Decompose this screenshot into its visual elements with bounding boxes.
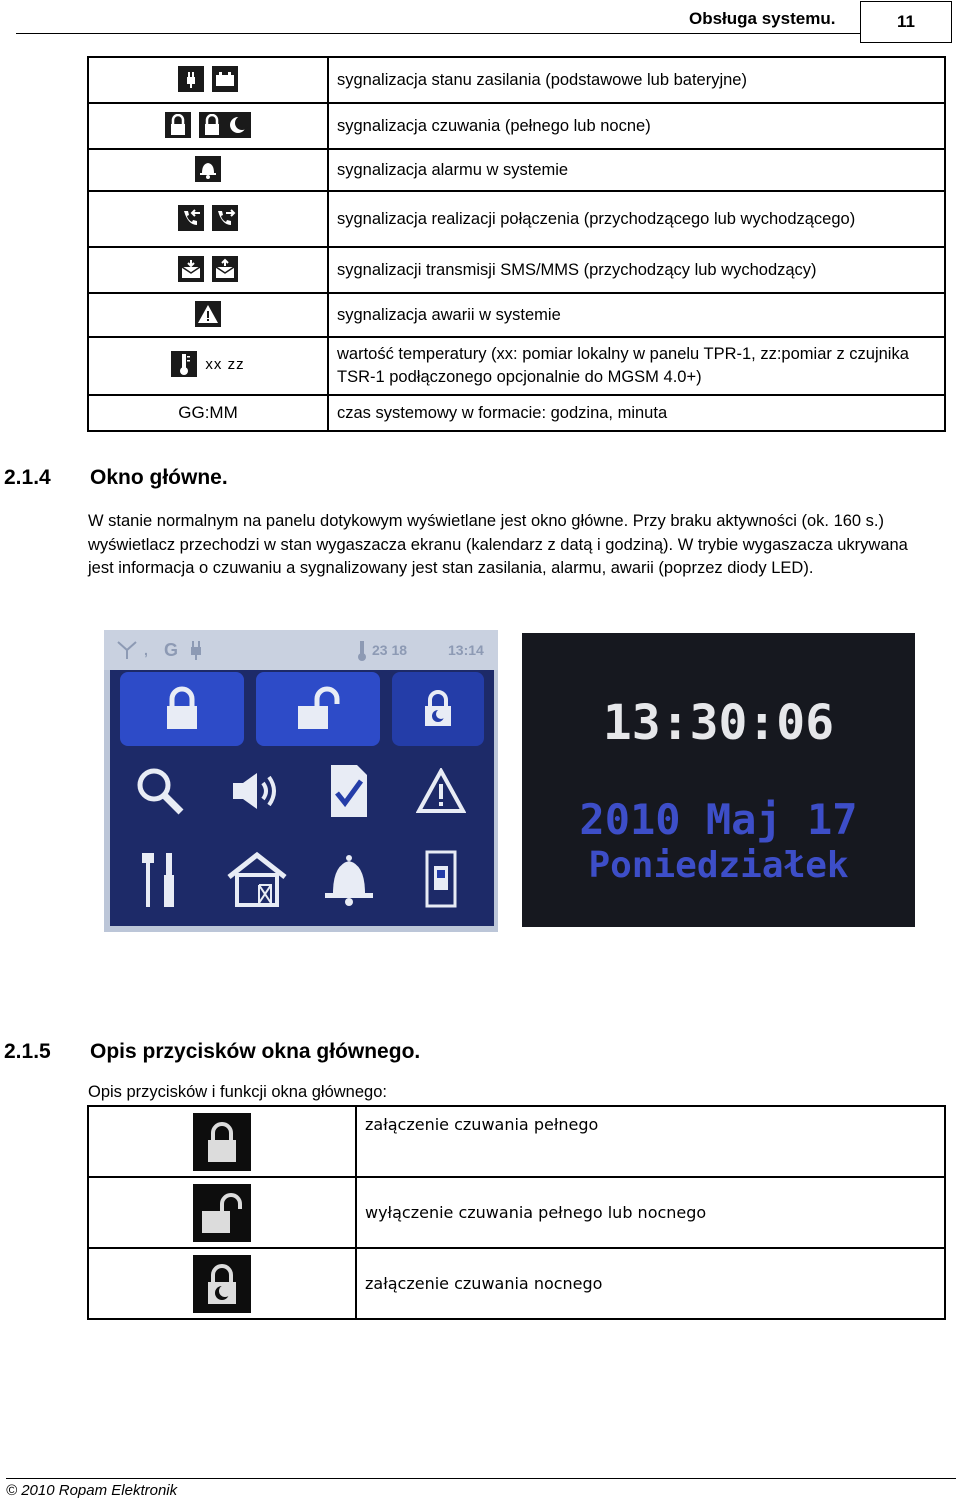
table-cell-text: wartość temperatury (xx: pomiar lokalny w panelu TPR-1, zz:pomiar z czujnika TSR-1 podłączonego opcjonalnie do MGSM 4.0+) bbox=[328, 337, 945, 395]
page-number: 11 bbox=[860, 1, 952, 43]
screensaver-screenshot bbox=[522, 633, 915, 927]
section-title: Okno główne. bbox=[90, 466, 228, 489]
section-heading bbox=[4, 466, 228, 490]
section-title: Opis przycisków okna głównego. bbox=[90, 1040, 421, 1063]
disarm-tile[interactable] bbox=[256, 672, 380, 746]
clock-readout: 13:14 bbox=[448, 642, 484, 658]
volume-tile[interactable] bbox=[214, 754, 300, 828]
warning-icon bbox=[195, 301, 221, 327]
table-row bbox=[88, 337, 945, 395]
lock-moon-icon bbox=[193, 1255, 251, 1313]
tools-icon bbox=[134, 849, 184, 909]
table-cell-text: sygnalizacji transmisji SMS/MMS (przychodzący lub wychodzący) bbox=[328, 247, 945, 293]
moon-icon bbox=[225, 112, 251, 138]
sms-out-icon bbox=[212, 256, 238, 282]
tile-grid bbox=[110, 670, 494, 926]
phone-in-icon bbox=[178, 205, 204, 231]
service-tile[interactable] bbox=[116, 842, 202, 916]
table-cell-text: wyłączenie czuwania pełnego lub nocnego bbox=[356, 1177, 945, 1248]
table-cell-text: sygnalizacja czuwania (pełnego lub nocne) bbox=[328, 103, 945, 149]
footer-divider bbox=[6, 1478, 956, 1479]
thermometer-icon bbox=[356, 640, 368, 662]
arm-full-tile[interactable] bbox=[120, 672, 244, 746]
search-tile[interactable] bbox=[110, 754, 210, 828]
table-row bbox=[88, 293, 945, 337]
lock-moon-icon bbox=[421, 689, 455, 729]
table-row bbox=[88, 191, 945, 247]
table-row bbox=[88, 103, 945, 149]
status-icons-table bbox=[87, 56, 946, 432]
phone-out-icon bbox=[212, 205, 238, 231]
table-cell-text: sygnalizacja alarmu w systemie bbox=[328, 149, 945, 191]
main-window-screenshot bbox=[104, 630, 498, 932]
speaker-icon bbox=[229, 769, 285, 813]
table-cell-text: załączenie czuwania pełnego bbox=[356, 1106, 945, 1177]
house-icon bbox=[225, 851, 289, 907]
outputs-tile[interactable] bbox=[398, 842, 484, 916]
table-row bbox=[88, 247, 945, 293]
table-row bbox=[88, 149, 945, 191]
table-row bbox=[88, 395, 945, 431]
lock-icon bbox=[162, 686, 202, 732]
faults-tile[interactable] bbox=[398, 754, 484, 828]
status-bar: , G 23 18 13:14 bbox=[104, 630, 498, 670]
time-format-label: GG:MM bbox=[88, 395, 328, 431]
buttons-table bbox=[87, 1105, 946, 1320]
plug-icon bbox=[178, 66, 204, 92]
table-cell-text: sygnalizacja realizacji połączenia (przychodzącego lub wychodzącego) bbox=[328, 191, 945, 247]
lock-icon bbox=[165, 112, 191, 138]
footer-copyright: © 2010 Ropam Elektronik bbox=[6, 1482, 178, 1499]
section-heading bbox=[4, 1040, 420, 1064]
lock-icon bbox=[199, 112, 225, 138]
warning-icon bbox=[416, 768, 466, 814]
screensaver-time: 13:30:06 bbox=[602, 695, 835, 751]
sms-in-icon bbox=[178, 256, 204, 282]
thermometer-icon bbox=[171, 351, 197, 377]
search-icon bbox=[133, 764, 187, 818]
unlock-icon bbox=[295, 686, 341, 732]
zones-tile[interactable] bbox=[214, 842, 300, 916]
table-row bbox=[88, 1106, 945, 1177]
checklist-icon bbox=[327, 763, 371, 819]
page-header-title: Obsługa systemu. bbox=[689, 9, 836, 28]
temperature-label: xx zz bbox=[205, 355, 245, 373]
bell-icon bbox=[321, 851, 377, 907]
table-row bbox=[88, 57, 945, 103]
screensaver-date: 2010 Maj 17 bbox=[579, 795, 858, 844]
gsm-status: G bbox=[164, 640, 179, 660]
body-paragraph: W stanie normalnym na panelu dotykowym wyświetlane jest okno główne. Przy braku aktywności (ok. 160 s.) wyświetlacz przechodzi w stan wygaszacza ekranu (kalendarz z datą i godziną). W trybie wygaszacza ukrywana jest informacja o czuwaniu a sygnalizowany jest stan zasilania, alarmu, awarii (poprzez diody LED). bbox=[88, 512, 908, 577]
header-divider bbox=[16, 33, 860, 34]
alarm-tile[interactable] bbox=[306, 842, 392, 916]
battery-icon bbox=[212, 66, 238, 92]
section-number: 2.1.4 bbox=[4, 466, 51, 489]
plug-icon bbox=[188, 639, 204, 661]
events-tile[interactable] bbox=[306, 754, 392, 828]
table-row bbox=[88, 1248, 945, 1319]
table-cell-text: sygnalizacja awarii w systemie bbox=[328, 293, 945, 337]
screensaver-weekday: Poniedziałek bbox=[588, 845, 849, 886]
switch-icon bbox=[425, 850, 457, 908]
arm-night-tile[interactable] bbox=[392, 672, 484, 746]
buttons-intro: Opis przycisków i funkcji okna głównego: bbox=[88, 1083, 387, 1101]
table-cell-text: załączenie czuwania nocnego bbox=[356, 1248, 945, 1319]
table-row bbox=[88, 1177, 945, 1248]
section-number: 2.1.5 bbox=[4, 1040, 51, 1063]
table-cell-text: czas systemowy w formacie: godzina, minuta bbox=[328, 395, 945, 431]
unlock-icon bbox=[193, 1184, 251, 1242]
bell-icon bbox=[195, 156, 221, 182]
lock-icon bbox=[193, 1113, 251, 1171]
temperature-readout: 23 18 bbox=[372, 642, 408, 658]
antenna-icon bbox=[116, 640, 138, 660]
table-cell-text: sygnalizacja stanu zasilania (podstawowe lub bateryjne) bbox=[328, 57, 945, 103]
